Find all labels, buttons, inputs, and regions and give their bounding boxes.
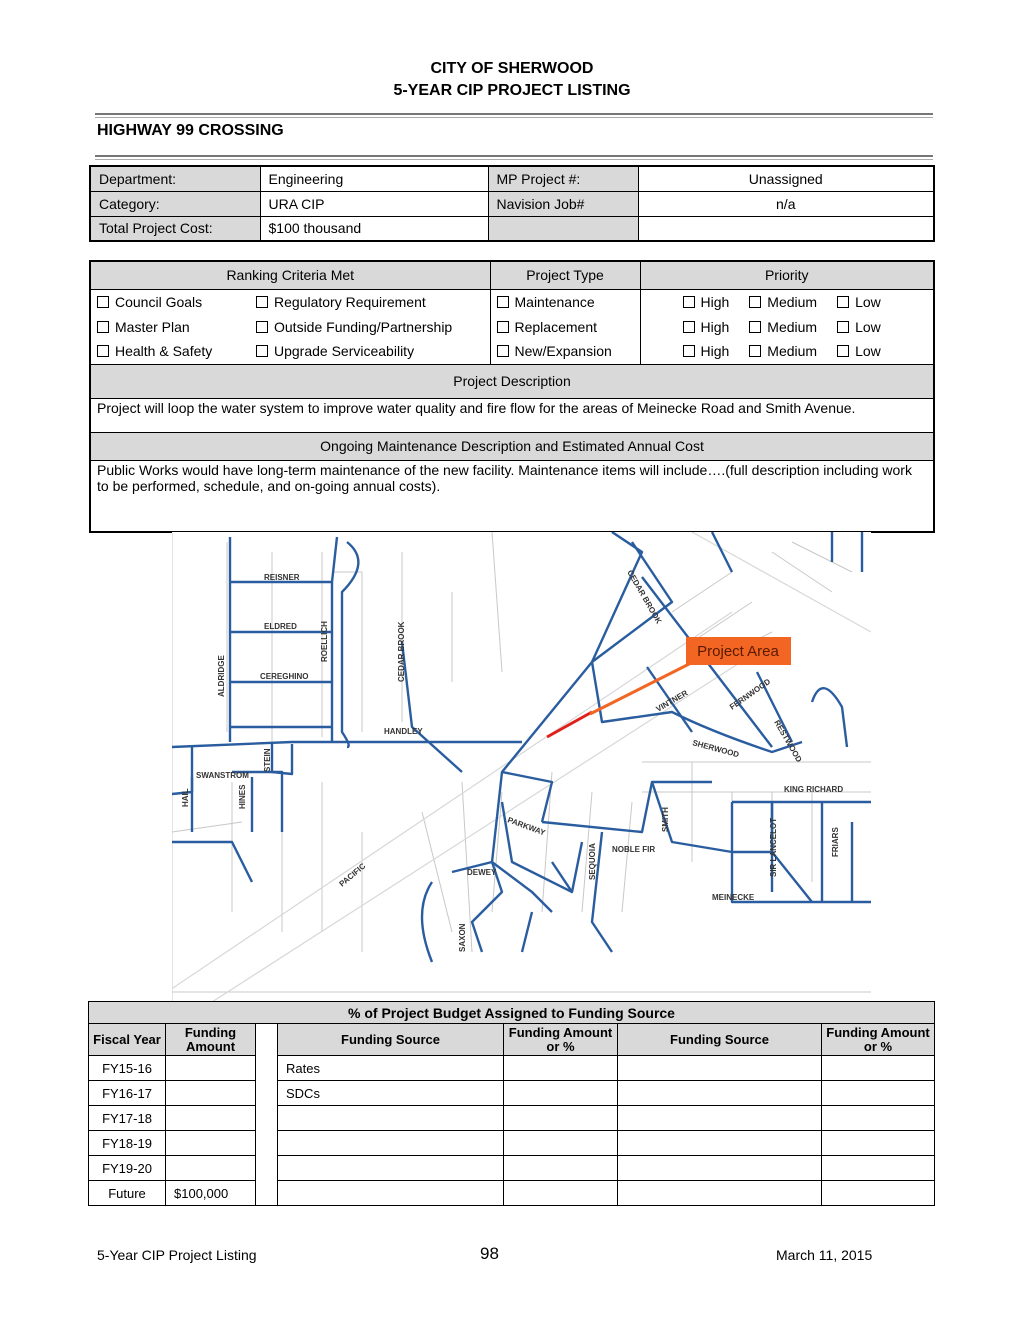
project-map xyxy=(172,532,871,1002)
checkbox[interactable] xyxy=(256,321,268,333)
page-number: 98 xyxy=(480,1244,499,1263)
funding-source-cell xyxy=(278,1131,504,1156)
funding-pct-cell xyxy=(822,1106,935,1131)
checkbox[interactable] xyxy=(256,345,268,357)
funding-table-title: % of Project Budget Assigned to Funding Source xyxy=(89,1002,935,1024)
fiscal-year-cell: FY15-16 xyxy=(89,1056,166,1081)
fiscal-year-cell: Future xyxy=(89,1181,166,1206)
total-cost-value: $100 thousand xyxy=(260,216,488,241)
funding-source-cell xyxy=(618,1131,822,1156)
priority-medium[interactable]: Medium xyxy=(749,319,817,335)
maintenance-header: Ongoing Maintenance Description and Estimated Annual Cost xyxy=(90,432,934,460)
funding-source-cell: SDCs xyxy=(278,1081,504,1106)
table-row xyxy=(89,1106,935,1131)
funding-amount-cell xyxy=(166,1156,256,1181)
street-label: SEQUOIA xyxy=(588,843,597,880)
document-subtitle: 5-YEAR CIP PROJECT LISTING xyxy=(393,82,631,99)
priority-medium[interactable]: Medium xyxy=(749,343,817,359)
funding-source-header-1: Funding Source xyxy=(278,1024,504,1056)
callout-leader xyxy=(590,660,697,714)
street-label: CEDAR BROOK xyxy=(397,621,406,682)
fiscal-year-cell: FY19-20 xyxy=(89,1156,166,1181)
table-row xyxy=(89,1131,935,1156)
funding-source-cell xyxy=(618,1181,822,1206)
funding-pct-cell xyxy=(822,1056,935,1081)
funding-source-header-2: Funding Source xyxy=(618,1024,822,1056)
street-label: PACIFIC xyxy=(337,861,368,889)
street-label: HINES xyxy=(238,784,247,809)
department-label: Department: xyxy=(90,166,260,191)
type-maintenance[interactable]: Maintenance xyxy=(490,289,640,314)
footer-date: March 11, 2015 xyxy=(776,1247,873,1263)
empty-label-cell xyxy=(488,216,638,241)
funding-source-cell xyxy=(618,1156,822,1181)
funding-amount-cell xyxy=(166,1056,256,1081)
priority-low[interactable]: Low xyxy=(837,294,881,310)
street-label: HANDLEY xyxy=(384,727,423,736)
mp-project-value: Unassigned xyxy=(638,166,934,191)
funding-table xyxy=(88,1001,935,1206)
street-label: VINTNER xyxy=(654,688,690,714)
map-graphic xyxy=(172,532,871,1002)
street-label: CEREGHINO xyxy=(260,672,309,681)
street-label: PARKWAY xyxy=(506,815,547,838)
priority-medium[interactable]: Medium xyxy=(749,294,817,310)
checkbox[interactable] xyxy=(97,296,109,308)
criteria-council-goals[interactable]: Council Goals xyxy=(90,289,250,314)
funding-pct-cell xyxy=(504,1131,618,1156)
funding-source-cell xyxy=(618,1081,822,1106)
header-rule xyxy=(95,113,933,118)
fiscal-year-header: Fiscal Year xyxy=(89,1024,166,1056)
highway-edges xyxy=(172,532,871,1002)
project-info-table xyxy=(89,165,935,242)
priority-header: Priority xyxy=(640,261,934,289)
street-label: NOBLE FIR xyxy=(612,845,656,854)
funding-pct-cell xyxy=(504,1181,618,1206)
category-value: URA CIP xyxy=(260,191,488,216)
priority-high[interactable]: High xyxy=(683,319,730,335)
criteria-regulatory[interactable]: Regulatory Requirement xyxy=(250,289,490,314)
priority-row-1 xyxy=(640,289,934,314)
criteria-master-plan[interactable]: Master Plan xyxy=(90,314,250,339)
funding-pct-cell xyxy=(504,1156,618,1181)
fiscal-year-cell: FY17-18 xyxy=(89,1106,166,1131)
street-label: FRIARS xyxy=(831,827,840,857)
total-cost-label: Total Project Cost: xyxy=(90,216,260,241)
street-label: MEINECKE xyxy=(712,893,755,902)
navision-label: Navision Job# xyxy=(488,191,638,216)
column-spacer xyxy=(256,1024,278,1206)
criteria-upgrade[interactable]: Upgrade Serviceability xyxy=(250,339,490,364)
type-replacement[interactable]: Replacement xyxy=(490,314,640,339)
type-new-expansion[interactable]: New/Expansion xyxy=(490,339,640,364)
checkbox[interactable] xyxy=(497,321,509,333)
category-label: Category: xyxy=(90,191,260,216)
mp-project-label: MP Project #: xyxy=(488,166,638,191)
street-label: ELDRED xyxy=(264,622,297,631)
funding-source-cell: Rates xyxy=(278,1056,504,1081)
empty-value-cell xyxy=(638,216,934,241)
street-label: FERNWOOD xyxy=(727,676,773,712)
street-label: HAIL xyxy=(181,788,190,807)
project-type-header: Project Type xyxy=(490,261,640,289)
title-rule xyxy=(95,155,933,160)
table-row xyxy=(89,1056,935,1081)
funding-pct-cell xyxy=(504,1106,618,1131)
criteria-health-safety[interactable]: Health & Safety xyxy=(90,339,250,364)
funding-source-cell xyxy=(278,1156,504,1181)
department-value: Engineering xyxy=(260,166,488,191)
water-lines xyxy=(172,532,871,962)
ranking-table xyxy=(89,260,935,533)
project-description-header: Project Description xyxy=(90,364,934,398)
street-label: KING RICHARD xyxy=(784,785,844,794)
footer-title: 5-Year CIP Project Listing xyxy=(97,1247,257,1263)
funding-source-cell xyxy=(278,1181,504,1206)
project-description: Project will loop the water system to improve water quality and fire flow for the areas of Meinecke Road and Smith Avenue. xyxy=(90,398,934,432)
funding-pct-cell xyxy=(504,1081,618,1106)
funding-source-cell xyxy=(618,1106,822,1131)
project-title: HIGHWAY 99 CROSSING xyxy=(97,122,284,139)
funding-source-cell xyxy=(278,1106,504,1131)
priority-low[interactable]: Low xyxy=(837,319,881,335)
table-row xyxy=(89,1156,935,1181)
project-line xyxy=(547,712,592,737)
funding-pct-header-2: Funding Amount or % xyxy=(822,1024,935,1056)
funding-pct-header-1: Funding Amount or % xyxy=(504,1024,618,1056)
funding-amount-cell xyxy=(166,1106,256,1131)
table-row xyxy=(89,1181,935,1206)
street-label: SIR LANCELOT xyxy=(769,817,778,877)
navision-value: n/a xyxy=(638,191,934,216)
criteria-outside-funding[interactable]: Outside Funding/Partnership xyxy=(250,314,490,339)
funding-source-cell xyxy=(618,1056,822,1081)
checkbox[interactable] xyxy=(97,321,109,333)
street-label: SAXON xyxy=(458,923,467,952)
priority-row-3 xyxy=(640,339,934,364)
maintenance-description: Public Works would have long-term maintenance of the new facility. Maintenance items will include….(full description including work to be performed, schedule, and on-going annual costs). xyxy=(90,460,934,532)
checkbox[interactable] xyxy=(497,296,509,308)
checkbox[interactable] xyxy=(97,345,109,357)
street-label: REISNER xyxy=(264,573,300,582)
street-label: RESTWOOD xyxy=(772,718,804,764)
funding-pct-cell xyxy=(822,1131,935,1156)
priority-row-2 xyxy=(640,314,934,339)
funding-pct-cell xyxy=(822,1156,935,1181)
street-label: ALDRIDGE xyxy=(217,655,226,697)
street-label: SMITH xyxy=(661,807,670,832)
street-label: ROELLICH xyxy=(320,621,329,662)
street-label: STEIN xyxy=(263,748,272,772)
priority-high[interactable]: High xyxy=(683,343,730,359)
checkbox[interactable] xyxy=(497,345,509,357)
ranking-criteria-header: Ranking Criteria Met xyxy=(90,261,490,289)
funding-pct-cell xyxy=(822,1081,935,1106)
funding-pct-cell xyxy=(504,1056,618,1081)
project-area-callout: Project Area xyxy=(697,643,779,660)
street-label: SHERWOOD xyxy=(691,738,741,760)
parcel-lines xyxy=(172,532,871,1002)
table-row xyxy=(89,1081,935,1106)
city-title: CITY OF SHERWOOD xyxy=(430,60,594,77)
funding-amount-cell xyxy=(166,1081,256,1106)
funding-amount-cell: $100,000 xyxy=(166,1181,256,1206)
fiscal-year-cell: FY18-19 xyxy=(89,1131,166,1156)
funding-amount-header: Funding Amount xyxy=(166,1024,256,1056)
fiscal-year-cell: FY16-17 xyxy=(89,1081,166,1106)
checkbox[interactable] xyxy=(256,296,268,308)
funding-amount-cell xyxy=(166,1131,256,1156)
priority-low[interactable]: Low xyxy=(837,343,881,359)
street-label: DEWEY xyxy=(467,868,497,877)
street-label: SWANSTROM xyxy=(196,771,249,780)
street-label: CEDAR BROOK xyxy=(625,568,664,626)
funding-pct-cell xyxy=(822,1181,935,1206)
priority-high[interactable]: High xyxy=(683,294,730,310)
